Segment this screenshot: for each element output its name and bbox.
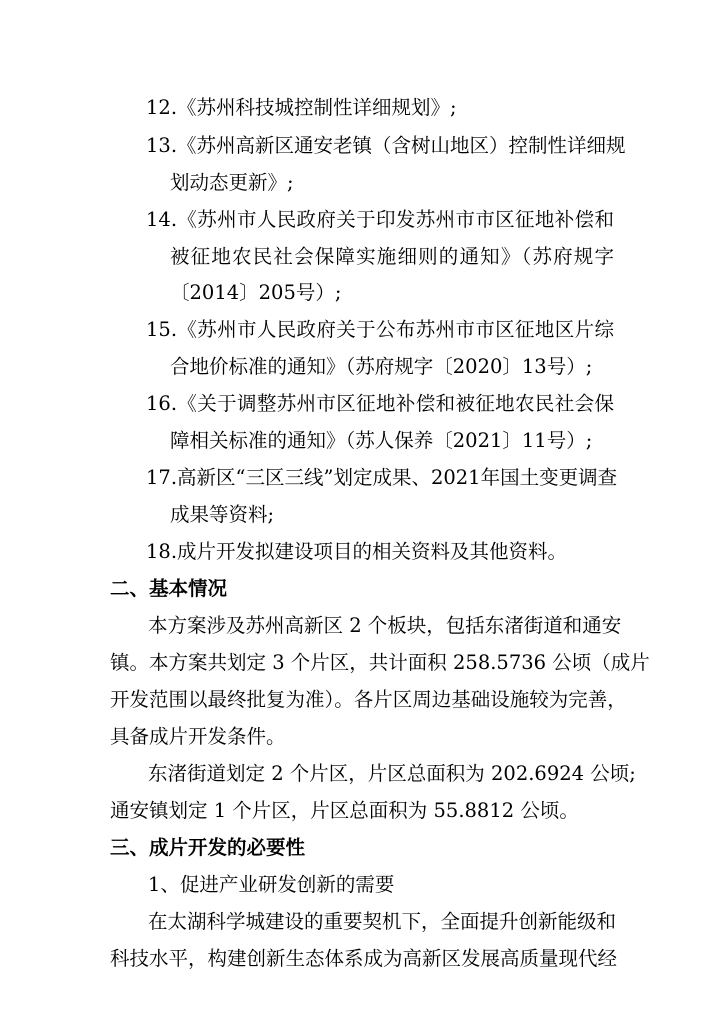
paragraph-line: 科技水平，构建创新生态体系成为高新区发展高质量现代经 [110,947,618,970]
reference-item-12: 12.《苏州科技城控制性详细规划》; [146,96,457,119]
section-heading-necessity: 三、成片开发的必要性 [110,836,306,859]
paragraph-line: 本方案涉及苏州高新区 2 个板块，包括东渚街道和通安 [148,614,622,637]
paragraph-line: 东渚街道划定 2 个片区，片区总面积为 202.6924 公顷; [148,762,636,785]
reference-item-18: 18.成片开发拟建设项目的相关资料及其他资料。 [146,540,568,563]
subsection-heading: 1、促进产业研发创新的需要 [148,873,395,896]
reference-item-16-line1: 16.《关于调整苏州市区征地补偿和被征地农民社会保 [146,392,614,415]
reference-item-13-line2: 划动态更新》; [170,171,294,194]
reference-item-15-line1: 15.《苏州市人民政府关于公布苏州市市区征地区片综 [146,318,614,341]
reference-item-15-line2: 合地价标准的通知》（苏府规字〔2020〕13号）; [170,355,593,378]
paragraph-line: 在太湖科学城建设的重要契机下，全面提升创新能级和 [148,910,617,933]
reference-item-17-line2: 成果等资料; [170,503,275,526]
reference-item-14-line2: 被征地农民社会保障实施细则的通知》（苏府规字 [170,245,614,268]
reference-item-14-line3: 〔2014〕205号）; [170,281,342,304]
reference-item-14-line1: 14.《苏州市人民政府关于印发苏州市市区征地补偿和 [146,208,614,231]
reference-item-16-line2: 障相关标准的通知》（苏人保养〔2021〕11号）; [170,429,593,452]
paragraph-line: 开发范围以最终批复为准）。各片区周边基础设施较为完善， [110,688,627,711]
section-heading-basic-info: 二、基本情况 [110,577,228,600]
paragraph-line: 镇。本方案共划定 3 个片区，共计面积 258.5736 公顷（成片 [110,651,650,674]
reference-item-17-line1: 17.高新区“三区三线”划定成果、2021年国土变更调查 [146,466,618,489]
reference-item-13-line1: 13.《苏州高新区通安老镇（含树山地区）控制性详细规 [146,134,626,157]
paragraph-line: 具备成片开发条件。 [110,725,286,748]
paragraph-line: 通安镇划定 1 个片区，片区总面积为 55.8812 公顷。 [110,799,579,822]
